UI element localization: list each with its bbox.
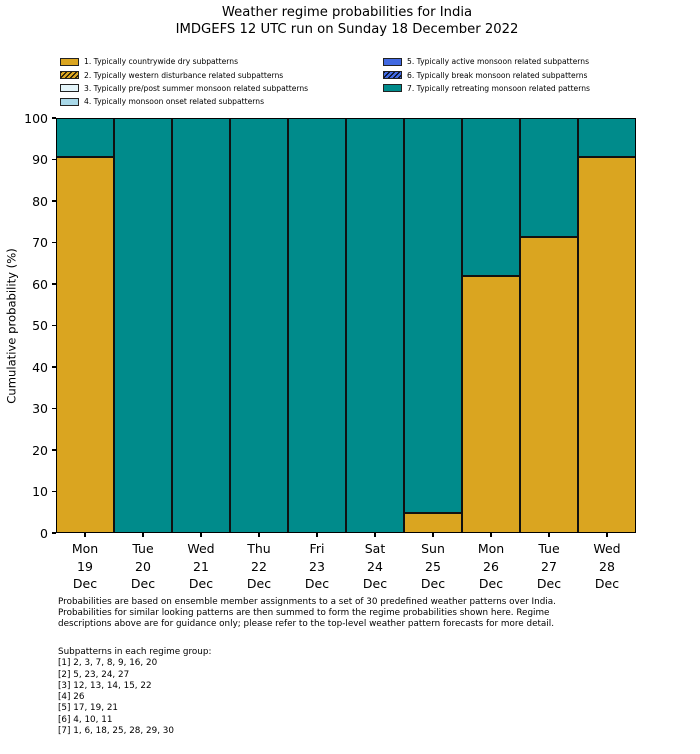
x-tick-label — [56, 540, 114, 593]
x-tick-label — [230, 540, 288, 593]
x-tick-label-line: 24 — [367, 558, 383, 574]
x-tick-label — [462, 540, 520, 593]
x-tick-label-line: Wed — [187, 541, 215, 556]
footer-line: Probabilities are based on ensemble member assignments to a set of 30 predefined weather patterns over India. — [58, 597, 556, 607]
x-tick-label-line: 21 — [193, 558, 209, 574]
bar — [114, 118, 172, 533]
x-tick-mark — [548, 533, 549, 537]
x-tick-label-line: 25 — [425, 558, 441, 574]
bar-segment — [404, 513, 462, 533]
x-tick-label-line: Mon — [71, 541, 99, 556]
x-tick-label — [404, 540, 462, 593]
y-tick-label: 90 — [32, 152, 48, 167]
legend-item-label: 4. Typically monsoon onset related subpatterns — [84, 97, 265, 107]
x-tick-label-line: Sun — [421, 541, 445, 556]
subpattern-line: [7] 1, 6, 18, 25, 28, 29, 30 — [58, 726, 174, 737]
bar-segment — [462, 276, 520, 533]
y-tick-label: 40 — [32, 359, 48, 375]
x-tick-mark — [374, 533, 375, 537]
subpattern-line: [2] 5, 23, 24, 27 — [58, 669, 130, 680]
bar — [56, 118, 114, 533]
legend-item — [60, 68, 308, 81]
bar — [520, 118, 578, 533]
bar-segment — [230, 118, 288, 533]
x-tick-label-line: Tue — [132, 541, 154, 556]
x-tick-label-line: Dec — [246, 576, 272, 591]
bar-segment — [578, 157, 636, 533]
x-tick-label-line: Dec — [594, 576, 620, 591]
x-tick-label-line: Dec — [130, 576, 156, 591]
subpattern-line: [4] 26 — [58, 692, 85, 703]
bar — [578, 118, 636, 533]
x-tick-label-line: 23 — [309, 558, 325, 574]
x-tick-label-line: 19 — [77, 558, 93, 574]
bar-segment — [346, 118, 404, 533]
x-tick-label-line: 27 — [541, 558, 557, 574]
x-tick-label-line: 28 — [599, 558, 615, 574]
legend-item — [383, 55, 590, 68]
x-tick-label — [114, 540, 172, 593]
legend-item — [383, 68, 590, 81]
subpattern-line: [6] 4, 10, 11 — [58, 714, 113, 725]
chart-subtitle: IMDGEFS 12 UTC run on Sunday 18 December 2022 — [175, 22, 519, 37]
bar-segment — [578, 118, 636, 157]
legend-item — [60, 82, 308, 95]
legend-item-label: 5. Typically active monsoon related subpatterns — [407, 57, 590, 67]
legend-item-label: 3. Typically pre/post summer monsoon related subpatterns — [84, 83, 309, 93]
bar-segment — [520, 118, 578, 237]
x-tick-mark — [200, 533, 201, 537]
x-tick-label-line: Dec — [536, 576, 562, 591]
legend-item — [60, 55, 308, 68]
legend-swatch — [383, 84, 402, 92]
x-tick-label-line: Tue — [538, 541, 560, 556]
bar-segment — [404, 118, 462, 513]
bar — [404, 118, 462, 533]
bar — [230, 118, 288, 533]
bar-segment — [288, 118, 346, 533]
legend-item — [383, 82, 590, 95]
x-tick-mark — [432, 533, 433, 537]
x-tick-label-line: Sat — [364, 541, 386, 556]
y-tick-label: 20 — [32, 442, 48, 458]
subpattern-line: [5] 17, 19, 21 — [58, 703, 119, 714]
y-axis-label: Cumulative probability (%) — [5, 247, 19, 404]
y-tick-label: 30 — [32, 401, 48, 416]
footer-line: Probabilities for similar looking patterns are then summed to form the regime probabilities shown here. Regime — [58, 608, 550, 618]
chart-title: Weather regime probabilities for India — [221, 5, 473, 20]
x-tick-label — [288, 540, 346, 593]
plot-area — [56, 118, 636, 533]
bar-segment — [462, 118, 520, 276]
legend-item — [60, 95, 308, 108]
legend-item-label: 1. Typically countrywide dry subpatterns — [84, 57, 239, 67]
legend-swatch — [60, 84, 79, 92]
x-tick-label-line: 26 — [483, 558, 499, 574]
bar-segment — [56, 118, 114, 157]
subpatterns-groups — [58, 658, 211, 737]
x-tick-label-line: 20 — [135, 558, 151, 574]
x-tick-mark — [142, 533, 143, 537]
x-tick-label-line: Dec — [362, 576, 388, 591]
x-tick-mark — [84, 533, 85, 537]
legend-swatch — [60, 58, 79, 66]
y-tick-label: 100 — [24, 110, 48, 126]
y-tick-label: 0 — [40, 525, 48, 541]
legend-swatch — [60, 71, 79, 79]
bar — [172, 118, 230, 533]
legend-swatch — [383, 58, 402, 66]
x-tick-mark — [606, 533, 607, 537]
x-tick-label — [346, 540, 404, 593]
legend-item-label: 7. Typically retreating monsoon related patterns — [407, 83, 590, 93]
footer-line: descriptions above are for guidance only; please refer to the top-level weather pattern forecasts for more detail. — [58, 619, 555, 629]
x-tick-label-line: Wed — [593, 541, 621, 556]
y-tick-label: 10 — [32, 484, 48, 499]
x-tick-label-line: Dec — [72, 576, 98, 591]
legend-item-label: 2. Typically western disturbance related subpatterns — [84, 70, 284, 80]
x-tick-label-line: Dec — [304, 576, 330, 591]
legend-swatch — [60, 98, 79, 106]
x-tick-mark — [316, 533, 317, 537]
legend-swatch — [383, 71, 402, 79]
bar — [346, 118, 404, 533]
x-tick-mark — [258, 533, 259, 537]
bar — [462, 118, 520, 533]
x-tick-label-line: Dec — [420, 576, 446, 591]
x-tick-label-line: 22 — [251, 558, 267, 574]
subpatterns-heading: Subpatterns in each regime group: — [58, 647, 212, 657]
footer-note — [58, 597, 556, 630]
y-tick-label: 50 — [32, 318, 48, 333]
x-tick-label-line: Dec — [188, 576, 214, 591]
legend-column-right — [383, 55, 590, 95]
subpattern-line: [3] 12, 13, 14, 15, 22 — [58, 680, 152, 691]
x-tick-label — [520, 540, 578, 593]
x-tick-label-line: Mon — [477, 541, 505, 556]
legend-item-label: 6. Typically break monsoon related subpatterns — [407, 70, 588, 80]
x-tick-label-line: Fri — [309, 541, 325, 556]
subpatterns-block — [58, 647, 211, 737]
bar-segment — [172, 118, 230, 533]
y-tick-label: 80 — [32, 193, 48, 209]
bar — [288, 118, 346, 533]
x-tick-label — [172, 540, 230, 593]
bar-segment — [56, 157, 114, 533]
x-tick-label — [578, 540, 636, 593]
y-tick-label: 60 — [32, 276, 48, 292]
x-tick-label-line: Dec — [478, 576, 504, 591]
subpattern-line: [1] 2, 3, 7, 8, 9, 16, 20 — [58, 658, 158, 669]
bar-segment — [520, 237, 578, 533]
y-tick-label: 70 — [32, 235, 48, 250]
x-tick-label-line: Thu — [247, 541, 271, 556]
legend-column-left — [60, 55, 308, 109]
x-tick-mark — [490, 533, 491, 537]
bar-segment — [114, 118, 172, 533]
